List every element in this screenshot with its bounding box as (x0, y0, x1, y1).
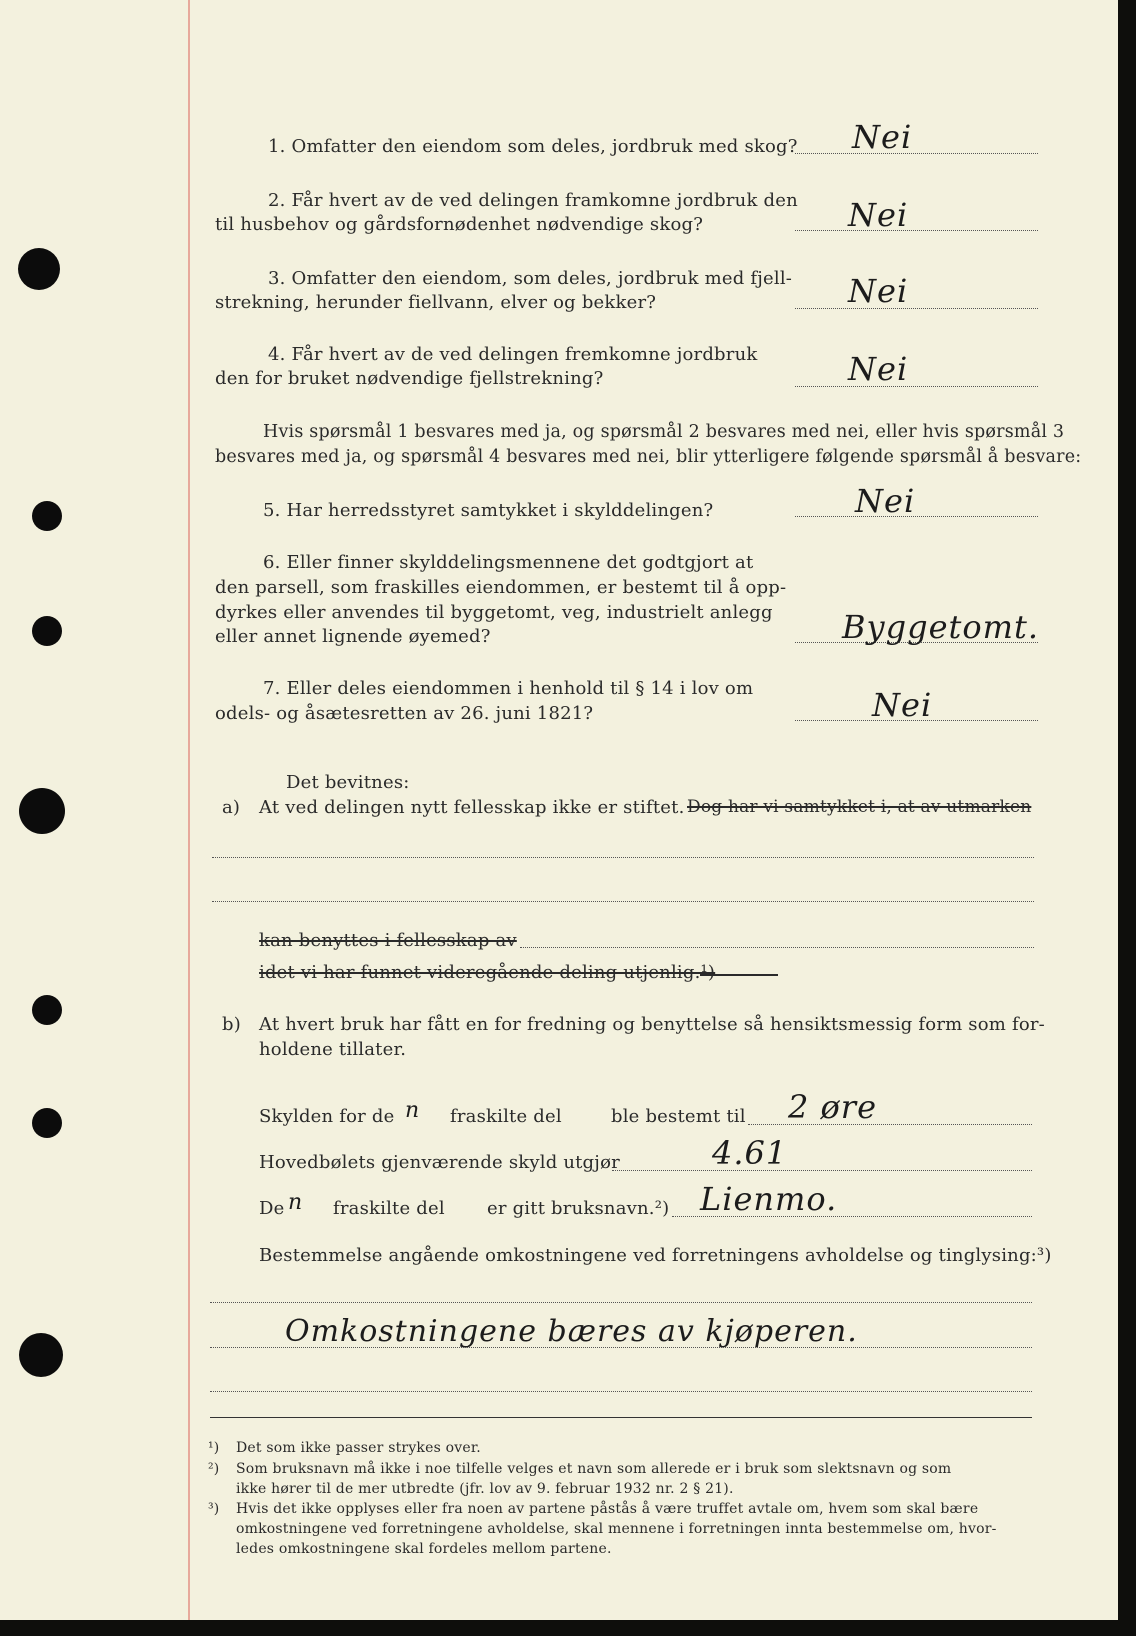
footnote-2-mark: ²) (208, 1461, 220, 1477)
punch-hole (32, 995, 62, 1025)
answer-6: Byggetomt. (842, 608, 1039, 646)
navn-value: Lienmo. (700, 1180, 838, 1218)
blank-line (212, 901, 1034, 902)
blank-line (212, 857, 1034, 858)
punch-hole (32, 616, 62, 646)
blank-line (210, 1302, 1032, 1303)
struck-line-2: idet vi har funnet videregående deling utjenlig.¹) (259, 962, 716, 983)
strike-arrow (700, 974, 778, 976)
struck-line-1: kan benyttes i fellesskap av (259, 930, 517, 951)
blank-line (210, 1391, 1032, 1392)
item-b-line-2: holdene tillater. (259, 1039, 407, 1060)
skyld-label-c: ble bestemt til (611, 1106, 746, 1127)
footnote-3-mark: ³) (208, 1501, 220, 1517)
question-6-line-4: eller annet lignende øyemed? (215, 626, 491, 647)
answer-line (795, 386, 1038, 387)
item-a-label: a) (222, 797, 241, 818)
skyld-label-b: fraskilte del (450, 1106, 562, 1127)
punch-hole (19, 788, 65, 834)
item-b-line-1: At hvert bruk har fått en for fredning og benyttelse så hensiktsmessig form som for- (259, 1014, 1045, 1035)
navn-label-b: fraskilte del (333, 1198, 445, 1219)
answer-5: Nei (855, 482, 916, 520)
instruction-line-2: besvares med ja, og spørsmål 4 besvares med nei, blir ytterligere følgende spørsmål å besvare: (215, 447, 1082, 467)
question-2-line-2: til husbehov og gårdsfornødenhet nødvendige skog? (215, 214, 704, 235)
best-label: Bestemmelse angående omkostningene ved forretningens avholdelse og tinglysing:³) (259, 1245, 1052, 1266)
footnote-3-line-3: ledes omkostningene skal fordeles mellom partene. (236, 1541, 612, 1557)
skyld-hand-n: n (405, 1098, 421, 1123)
navn-label-a: De (259, 1198, 285, 1219)
answer-line (795, 153, 1038, 154)
answer-line (795, 516, 1038, 517)
margin-rule (188, 0, 190, 1620)
footnote-2-line-1: Som bruksnavn må ikke i noe tilfelle velges et navn som allerede er i bruk som slektsnavn og som (236, 1461, 952, 1477)
item-a-text: At ved delingen nytt fellesskap ikke er stiftet. (259, 797, 685, 818)
punch-hole (32, 501, 62, 531)
question-6-line-2: den parsell, som fraskilles eiendommen, er bestemt til å opp- (215, 577, 787, 598)
skyld-value: 2 øre (788, 1088, 878, 1126)
punch-hole (18, 248, 60, 290)
footnote-3-line-2: omkostningene ved forretningene avholdelse, skal mennene i forretningen innta bestemmelse om, hvor- (236, 1521, 997, 1537)
answer-line (795, 230, 1038, 231)
answer-line (795, 308, 1038, 309)
question-6-line-1: 6. Eller finner skylddelingsmennene det godtgjort at (263, 552, 754, 573)
answer-1: Nei (852, 118, 913, 156)
footnote-2-line-2: ikke hører til de mer utbredte (jfr. lov av 9. februar 1932 nr. 2 § 21). (236, 1481, 734, 1497)
navn-label-c: er gitt bruksnavn.²) (487, 1198, 670, 1219)
question-1: 1. Omfatter den eiendom som deles, jordbruk med skog? (268, 136, 798, 157)
hoved-value: 4.61 (712, 1134, 788, 1172)
question-3-line-1: 3. Omfatter den eiendom, som deles, jordbruk med fjell- (268, 268, 793, 289)
footnote-rule (210, 1417, 1032, 1418)
punch-hole (32, 1108, 62, 1138)
value-line (612, 1170, 1032, 1171)
question-5: 5. Har herredsstyret samtykket i skylddelingen? (263, 500, 714, 521)
question-2-line-1: 2. Får hvert av de ved delingen framkomne jordbruk den (268, 190, 798, 211)
footnote-1-line-1: Det som ikke passer strykes over. (236, 1440, 481, 1456)
blank-line (520, 947, 1034, 948)
answer-3: Nei (848, 272, 909, 310)
footnote-1-mark: ¹) (208, 1440, 220, 1456)
hoved-label: Hovedbølets gjenværende skyld utgjør (259, 1152, 620, 1173)
blank-line (210, 1347, 1032, 1348)
question-6-line-3: dyrkes eller anvendes til byggetomt, veg, industrielt anlegg (215, 602, 773, 623)
skyld-label-a: Skylden for de (259, 1106, 395, 1127)
best-value: Omkostningene bæres av kjøperen. (285, 1314, 858, 1349)
answer-7: Nei (872, 686, 933, 724)
instruction-line-1: Hvis spørsmål 1 besvares med ja, og spørsmål 2 besvares med nei, eller hvis spørsmål 3 (263, 422, 1065, 442)
question-4-line-2: den for bruket nødvendige fjellstrekning? (215, 368, 604, 389)
answer-4: Nei (848, 350, 909, 388)
question-7-line-1: 7. Eller deles eiendommen i henhold til § 14 i lov om (263, 678, 754, 699)
question-7-line-2: odels- og åsætesretten av 26. juni 1821? (215, 703, 594, 724)
question-3-line-2: strekning, herunder fiellvann, elver og bekker? (215, 292, 657, 313)
question-4-line-1: 4. Får hvert av de ved delingen fremkomne jordbruk (268, 344, 758, 365)
witness-heading: Det bevitnes: (286, 772, 410, 793)
punch-hole (19, 1333, 63, 1377)
item-b-label: b) (222, 1014, 241, 1035)
item-a-struck-text: Dog har vi samtykket i, at av utmarken (687, 797, 1032, 817)
navn-hand-n: n (288, 1190, 304, 1215)
answer-2: Nei (848, 196, 909, 234)
footnote-3-line-1: Hvis det ikke opplyses eller fra noen av partene påstås å være truffet avtale om, hvem som skal bære (236, 1501, 979, 1517)
